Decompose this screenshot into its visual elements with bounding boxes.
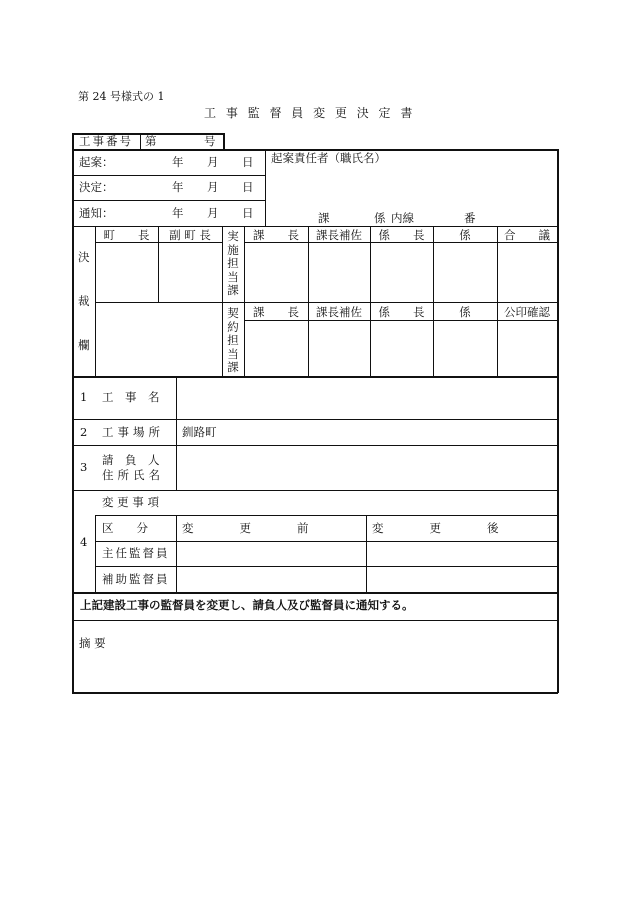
- date-hi: 日: [242, 180, 254, 194]
- document-title: 工 事 監 督 員 変 更 決 定 書: [204, 106, 416, 120]
- kouji-bangou-gou: 号: [204, 134, 216, 148]
- col-divider-1: [308, 226, 309, 376]
- jisshi-tantou-label: 実施担当課: [227, 229, 239, 298]
- remarks-label: 摘 要: [79, 636, 106, 650]
- approval-side-divider: [95, 226, 96, 376]
- row1-header-aigi: 合 議: [504, 228, 550, 242]
- row2-header-kakari: 係: [459, 305, 471, 319]
- col-divider-4: [497, 226, 498, 376]
- item4-number-divider: [95, 515, 96, 592]
- item4-row-line: [95, 566, 558, 567]
- item4-kubun-header: 区 分: [102, 521, 148, 535]
- approval-top-line: [72, 226, 558, 227]
- frame-right: [557, 149, 559, 693]
- item1-label: 工 事 名: [102, 390, 160, 404]
- date-hi: 日: [242, 155, 254, 169]
- date-row-line-1: [72, 175, 265, 176]
- responsible-kakari: 係: [374, 211, 386, 225]
- item4-before-after-divider: [366, 515, 367, 592]
- kessai-char-1: 決: [78, 250, 90, 264]
- kian-sekininsha-label: 起案責任者（職氏名）: [271, 151, 386, 165]
- item3-bottom-line: [72, 490, 558, 491]
- row1-header-kachouhosa: 課長補佐: [316, 228, 362, 242]
- item1-bottom-line: [72, 419, 558, 420]
- statement-text: 上記建設工事の監督員を変更し、請負人及び監督員に通知する。: [80, 598, 414, 612]
- date-nen: 年: [172, 180, 184, 194]
- responsible-naisen: 内線: [391, 211, 414, 225]
- row1-header-kachou: 課 長: [253, 228, 299, 242]
- item4-mae-header: 変 更 前: [182, 521, 309, 535]
- date-row-line-2: [72, 200, 265, 201]
- approval-middle-line: [95, 302, 558, 303]
- item4-bottom-line: [72, 592, 558, 594]
- frame-bottom: [72, 692, 558, 694]
- items-label-divider: [176, 376, 177, 490]
- kouji-bangou-dai: 第: [145, 134, 157, 148]
- date-tsuki: 月: [207, 180, 219, 194]
- date-section-divider: [265, 149, 266, 226]
- row1-header-kakarichou: 係 長: [378, 228, 425, 242]
- date-tsuki: 月: [207, 206, 219, 220]
- item4-row-shunin: 主任監督員: [102, 546, 170, 560]
- kessai-char-3: 欄: [78, 338, 90, 352]
- date-nen: 年: [172, 206, 184, 220]
- form-number: 第 24 号様式の 1: [78, 90, 165, 103]
- item2-number: 2: [80, 425, 88, 439]
- item4-number: 4: [80, 535, 88, 549]
- item4-label-divider: [176, 515, 177, 592]
- item3-label-ukeoinin: 請 負 人: [102, 453, 160, 467]
- mayor-block-divider: [222, 226, 223, 376]
- chouchou-header: 町 長: [103, 228, 150, 242]
- mayor-header-line: [95, 242, 222, 243]
- item2-value: 釧路町: [182, 425, 217, 439]
- approval-row2-header-line: [244, 320, 558, 321]
- approval-row1-header-line: [244, 242, 558, 243]
- row2-header-kouin: 公印確認: [504, 305, 550, 319]
- fukuchouchou-header: 副 町 長: [169, 228, 211, 242]
- item3-label-juusho: 住所氏名: [102, 468, 164, 482]
- item4-header-line: [95, 541, 558, 542]
- approval-bottom-line: [72, 376, 558, 378]
- date-tsuki: 月: [207, 155, 219, 169]
- responsible-ban: 番: [464, 211, 476, 225]
- keiyaku-tantou-label: 契約担当課: [227, 306, 239, 375]
- row1-header-kakari: 係: [459, 228, 471, 242]
- header-divider: [140, 133, 141, 150]
- date-label-kettei: 決定：: [79, 180, 114, 194]
- col-divider-2: [370, 226, 371, 376]
- item4-row-hojo: 補助監督員: [102, 572, 170, 586]
- item2-bottom-line: [72, 445, 558, 446]
- item3-number: 3: [80, 460, 88, 474]
- col-divider-3: [433, 226, 434, 376]
- item1-number: 1: [80, 390, 88, 404]
- date-nen: 年: [172, 155, 184, 169]
- item4-ato-header: 変 更 後: [372, 521, 499, 535]
- date-hi: 日: [242, 206, 254, 220]
- date-label-tsuuchi: 通知：: [79, 206, 114, 220]
- date-label-kian: 起案：: [79, 155, 114, 169]
- row2-header-kachouhosa: 課長補佐: [316, 305, 362, 319]
- kouji-bangou-label: 工事番号: [79, 134, 133, 148]
- item4-heading-line: [95, 515, 558, 516]
- item4-heading: 変 更 事 項: [102, 495, 159, 509]
- row2-header-kakarichou: 係 長: [378, 305, 425, 319]
- frame-left: [72, 133, 74, 693]
- kessai-char-2: 裁: [78, 294, 90, 308]
- item2-label: 工事場所: [102, 425, 164, 439]
- row2-header-kachou: 課 長: [253, 305, 299, 319]
- tantou-label-divider: [244, 226, 245, 376]
- header-right-border: [223, 133, 225, 150]
- statement-bottom-line: [72, 620, 558, 621]
- responsible-ka: 課: [318, 211, 330, 225]
